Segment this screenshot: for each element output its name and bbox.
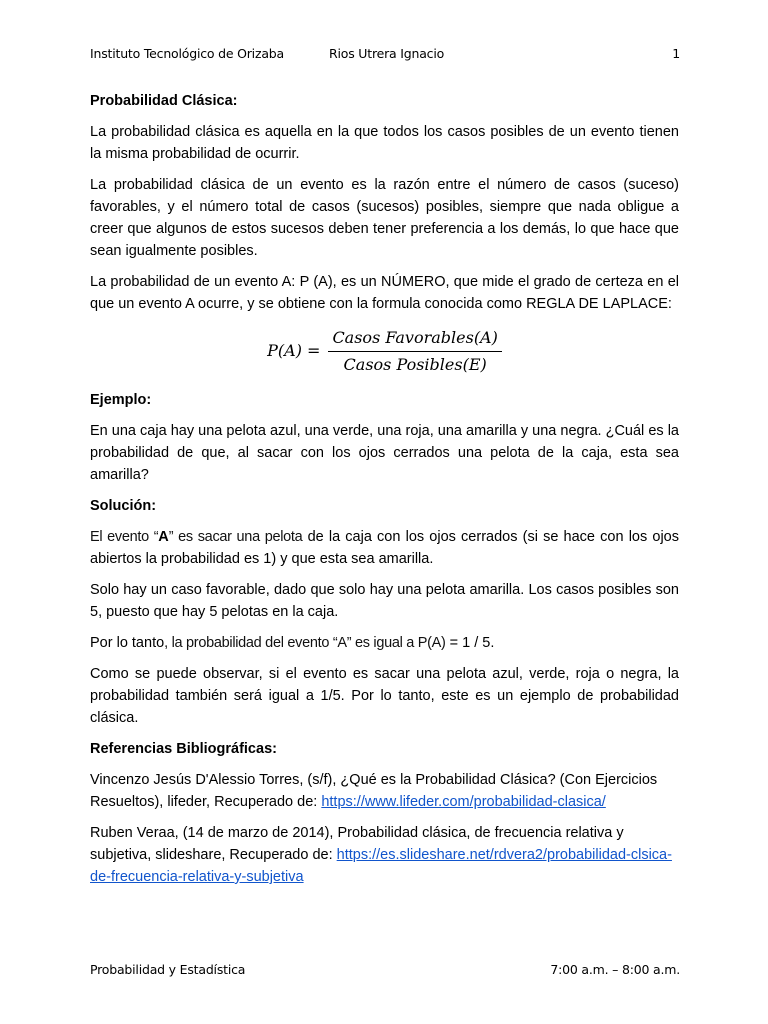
header-institution: Instituto Tecnológico de Orizaba [90, 46, 284, 61]
reference-1 [90, 769, 679, 813]
section-title-solucion: Solución: [90, 498, 157, 514]
reference-2-link[interactable]: https://es.slideshare.net/rdvera2/probabilidad-clsica-de-frecuencia-relativa-y-subjetiva [90, 847, 672, 885]
reference-2-text: Ruben Veraa, (14 de marzo de 2014), Probabilidad clásica, de frecuencia relativa y subjetiva, slideshare, Recuperado de: [90, 825, 624, 863]
footer-schedule: 7:00 a.m. – 8:00 a.m. [550, 962, 680, 977]
solution-1-event: A [158, 529, 169, 545]
footer-course: Probabilidad y Estadística [90, 962, 246, 977]
header-page-number: 1 [672, 46, 680, 61]
reference-1-link[interactable]: https://www.lifeder.com/probabilidad-clasica/ [321, 794, 606, 810]
formula-denominator: Casos Posibles(E) [343, 354, 487, 374]
paragraph-solution-3 [90, 632, 679, 654]
reference-2 [90, 822, 679, 888]
formula-numerator: Casos Favorables(A) [328, 327, 501, 352]
paragraph-ratio: La probabilidad clásica de un evento es la razón entre el número de casos (suceso) favorables, y el número total de casos (sucesos) posibles, siempre que nada obligue a creer que algunos de estos sucesos deben tener preferencia a los demás, lo que hace que sean igualmente posibles. [90, 177, 679, 259]
solution-3-narrow: , la probabilidad del evento “A” es igual a P(A) [164, 635, 446, 651]
page-header [90, 46, 680, 66]
paragraph-example: En una caja hay una pelota azul, una verde, una roja, una amarilla y una negra. ¿Cuál es la probabilidad de que, al sacar con los ojos cerrados una pelota de la caja, esta sea amarilla? [90, 423, 679, 483]
paragraph-definition: La probabilidad clásica es aquella en la que todos los casos posibles de un evento tienen la misma probabilidad de ocurrir. [90, 124, 679, 162]
solution-1-part-a: El evento “ [90, 529, 159, 545]
section-title-clasica: Probabilidad Clásica: [90, 93, 238, 109]
paragraph-solution-4: Como se puede observar, si el evento es sacar una pelota azul, verde, roja o negra, la probabilidad también será igual a 1/5. Por lo tanto, este es un ejemplo de probabilidad clásica. [90, 666, 679, 726]
document-body [90, 90, 679, 897]
paragraph-solution-1 [90, 526, 679, 570]
paragraph-laplace: La probabilidad de un evento A: P (A), es un NÚMERO, que mide el grado de certeza en el que un evento A ocurre, y se obtiene con la formula conocida como REGLA DE LAPLACE: [90, 274, 679, 312]
header-author: Rios Utrera Ignacio [329, 46, 445, 61]
laplace-formula [90, 324, 679, 378]
solution-3-part-a: Por lo tanto [90, 635, 165, 651]
solution-1-part-b: ” es sacar una pelota [168, 529, 303, 545]
section-title-ejemplo: Ejemplo: [90, 392, 152, 408]
solution-1-rest: de la caja con los ojos cerrados (si se hace con los ojos abiertos la probabilidad es 1) y que esta sea amarilla. [90, 529, 679, 567]
formula-lhs: P(A) = [267, 341, 321, 360]
reference-1-text: Vincenzo Jesús D'Alessio Torres, (s/f), ¿Qué es la Probabilidad Clásica? (Con Ejercicios Resueltos), lifeder, Recuperado de: [90, 772, 658, 810]
paragraph-solution-2: Solo hay un caso favorable, dado que solo hay una pelota amarilla. Los casos posibles son 5, puesto que hay 5 pelotas en la caja. [90, 582, 679, 620]
solution-3-part-b: = 1 / 5. [445, 635, 495, 651]
formula-fraction [328, 327, 501, 376]
section-title-referencias: Referencias Bibliográficas: [90, 741, 277, 757]
